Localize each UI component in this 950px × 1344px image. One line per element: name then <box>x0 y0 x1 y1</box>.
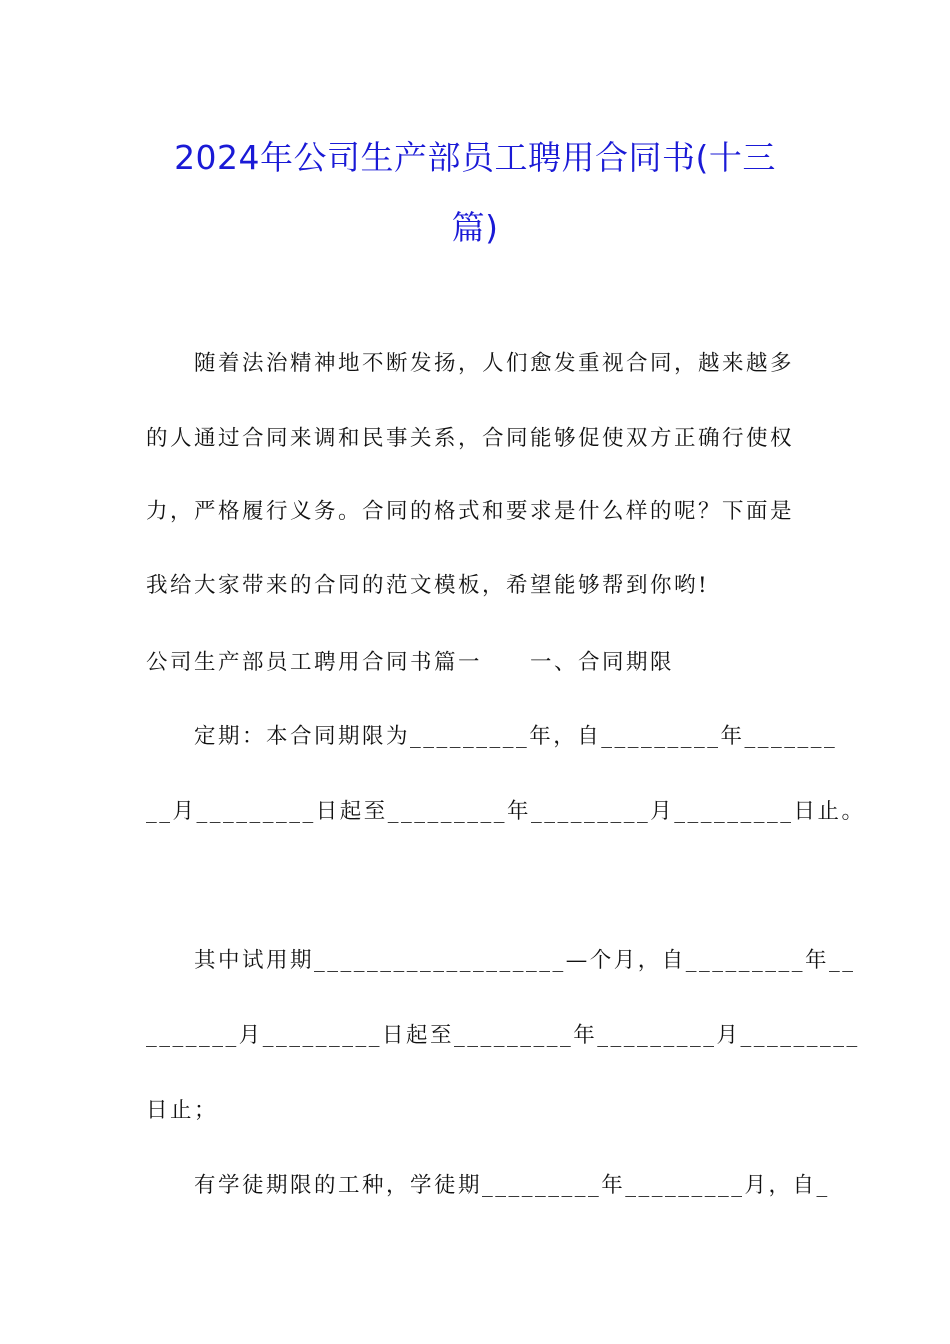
paragraph-line: 我给大家带来的合同的范文模板，希望能够帮到你哟! <box>146 573 710 598</box>
paragraph-line: 随着法治精神地不断发扬，人们愈发重视合同，越来越多 <box>146 351 795 376</box>
paragraph-line: 有学徒期限的工种，学徒期_________年_________月，自_ <box>146 1173 830 1198</box>
paragraph-line: 其中试用期___________________—个月，自_________年__ <box>146 948 856 973</box>
paragraph-line: __月_________日起至_________年_________月_________日止。 <box>146 799 866 824</box>
paragraph-line: _______月_________日起至_________年_________月_________ <box>146 1023 860 1048</box>
document-title-line-2: 篇) <box>451 208 499 247</box>
paragraph-line: 力，严格履行义务。合同的格式和要求是什么样的呢？下面是 <box>146 499 795 524</box>
section-heading-line: 公司生产部员工聘用合同书篇一 一、合同期限 <box>146 650 675 675</box>
paragraph-line: 日止； <box>146 1098 219 1123</box>
paragraph-line: 定期：本合同期限为_________年，自_________年_______ <box>146 724 838 749</box>
paragraph-line: 的人通过合同来调和民事关系，合同能够促使双方正确行使权 <box>146 426 795 451</box>
document-title-line-1: 2024年公司生产部员工聘用合同书(十三 <box>174 138 776 177</box>
